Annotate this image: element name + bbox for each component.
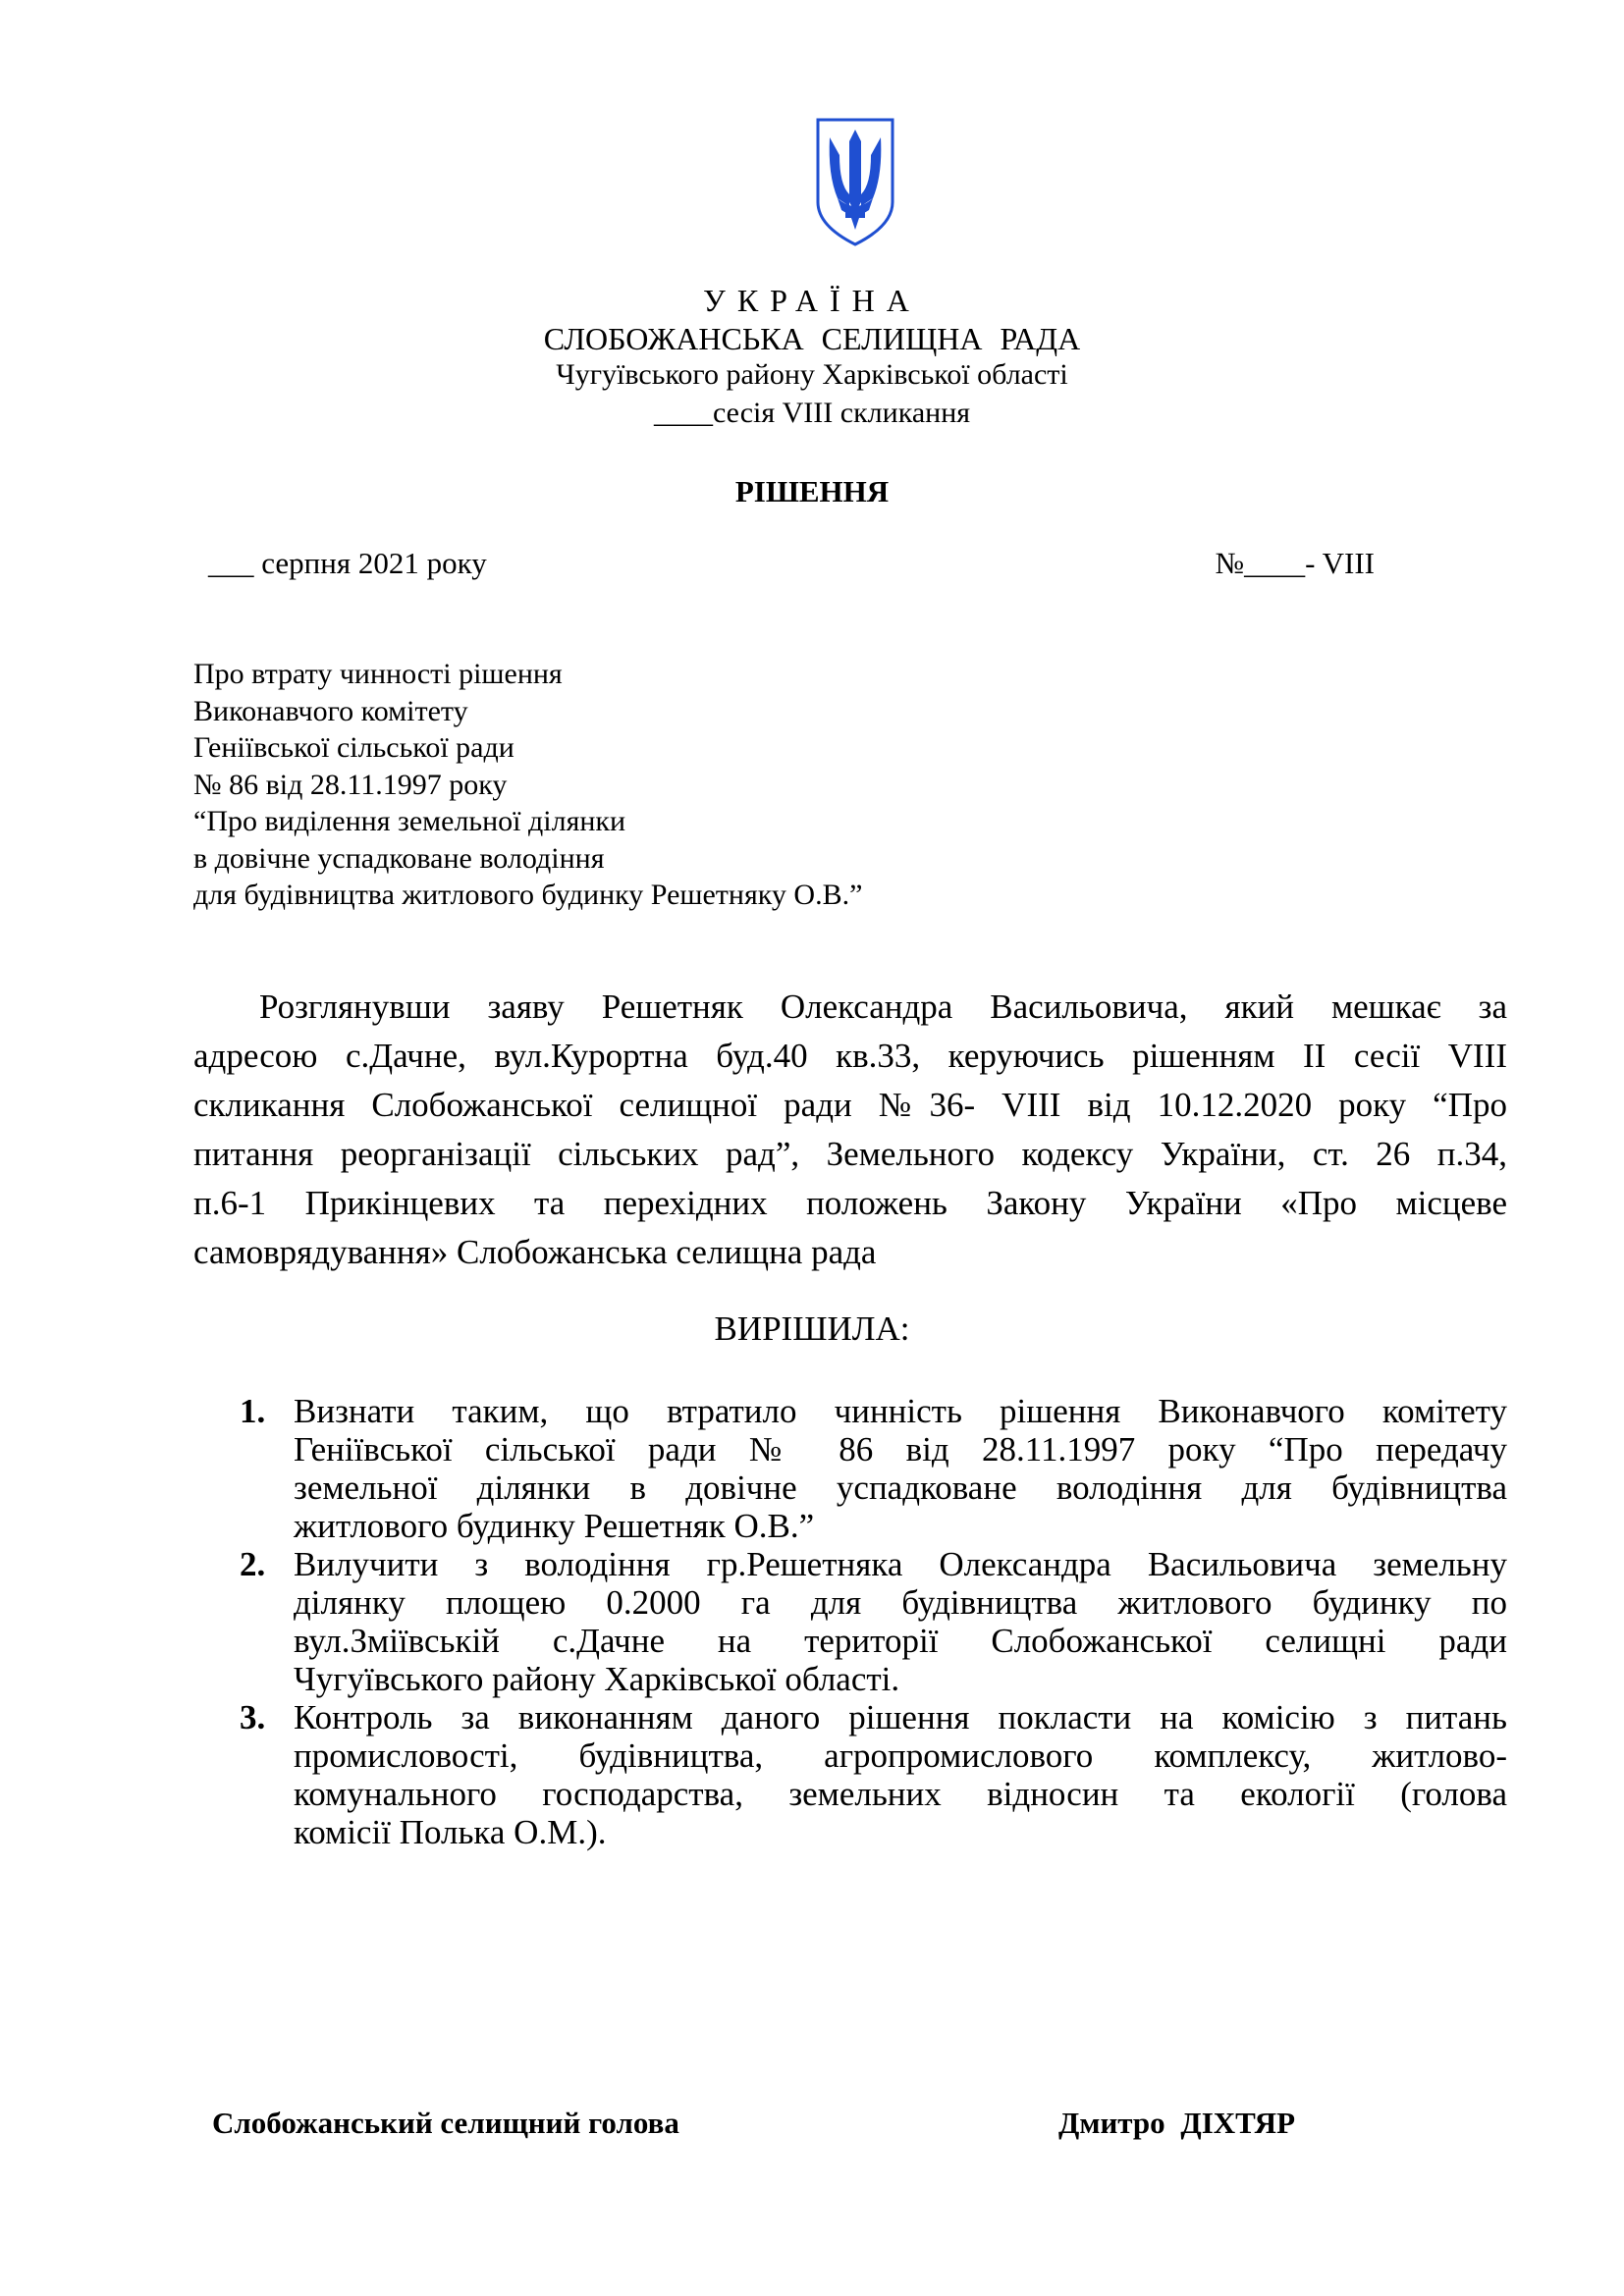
country-heading: УКРАЇНА (703, 283, 921, 318)
subject-line: Про втрату чинності рішення (193, 658, 563, 690)
item-number: 2. (240, 1545, 266, 1583)
item-number: 3. (240, 1698, 266, 1736)
coat-of-arms-trident-icon (810, 116, 900, 248)
item-line: житлового будинку Решетняк О.В.” (294, 1507, 815, 1545)
item-line: Геніївської сільської ради № 86 від 28.11.1997 року “Про передачу (294, 1430, 1507, 1468)
item-line: Вилучити з володіння гр.Решетняка Олександра Васильовича земельну (294, 1545, 1507, 1583)
subject-line: для будівництва житлового будинку Решетняку О.В.” (193, 879, 863, 911)
subject-line: Виконавчого комітету (193, 694, 468, 727)
item-line: вул.Зміївській с.Дачне на території Слобожанської селищні ради (294, 1622, 1507, 1660)
item-line: ділянку площею 0.2000 га для будівництва житлового будинку по (294, 1583, 1507, 1622)
decision-items-list (240, 1392, 1507, 1851)
preamble-line: Розглянувши заяву Решетняк Олександра Васильовича, який мешкає за (259, 988, 1507, 1026)
decision-title: РІШЕННЯ (734, 474, 890, 508)
item-line: Чугуївського району Харківської області. (294, 1660, 900, 1698)
decision-date: ___ серпня 2021 року (208, 546, 487, 580)
item-line: комунального господарства, земельних відносин та екології (голова (294, 1775, 1507, 1813)
item-line: земельної ділянки в довічне успадковане володіння для будівництва (294, 1468, 1507, 1507)
session-heading: ____сесія VIII скликання (653, 397, 971, 429)
subject-line: Геніївської сільської ради (193, 731, 514, 764)
council-heading: СЛОБОЖАНСЬКА СЕЛИЩНА РАДА (543, 321, 1081, 356)
preamble-line: питання реорганізації сільських рад”, Земельного кодексу України, ст. 26 п.34, (193, 1135, 1507, 1173)
decision-number: №____- VIII (1215, 546, 1375, 580)
preamble-paragraph (193, 983, 1507, 1277)
subject-line: “Про виділення земельної ділянки (193, 805, 626, 837)
district-heading: Чугуївського району Харківської області (556, 358, 1068, 391)
item-line: комісії Полька О.М.). (294, 1813, 607, 1851)
resolved-heading: ВИРІШИЛА: (714, 1309, 910, 1348)
item-line: Контроль за виконанням даного рішення покласти на комісію з питань (294, 1698, 1507, 1736)
item-line: промисловості, будівництва, агропромислового комплексу, житлово- (294, 1736, 1507, 1775)
subject-line: в довічне успадковане володіння (193, 841, 605, 875)
list-item (240, 1392, 1507, 1545)
signatory-role: Слобожанський селищний голова (212, 2106, 679, 2140)
item-number: 1. (240, 1392, 266, 1430)
list-item (240, 1698, 1507, 1851)
signatory-name: Дмитро ДІХТЯР (1058, 2106, 1295, 2140)
item-line: Визнати таким, що втратило чинність рішення Виконавчого комітету (294, 1392, 1507, 1430)
preamble-line: скликання Слобожанської селищної ради №36- VIII від 10.12.2020 року “Про (193, 1086, 1507, 1124)
subject-line: № 86 від 28.11.1997 року (193, 768, 508, 801)
list-item (240, 1545, 1507, 1698)
preamble-line: п.6-1 Прикінцевих та перехідних положень Закону України «Про місцеве (193, 1184, 1507, 1222)
preamble-line: самоврядування» Слобожанська селищна рада (193, 1233, 877, 1271)
preamble-line: адресою с.Дачне, вул.Курортна буд.40 кв.33, керуючись рішенням ІІ сесії VIII (193, 1037, 1507, 1075)
decision-subject (193, 656, 862, 914)
